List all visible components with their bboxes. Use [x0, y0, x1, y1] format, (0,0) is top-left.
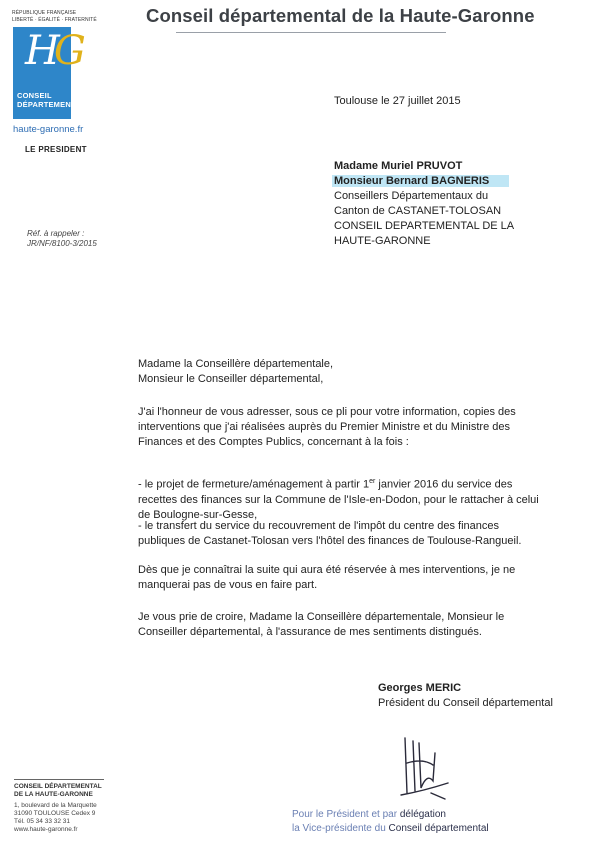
handwritten-signature: [393, 733, 453, 803]
delegation-line-1b: délégation: [399, 809, 446, 820]
salutation: [138, 357, 578, 387]
list-item-2-line-2: publiques de Castanet-Tolosan vers l'hôtel des finances de Toulouse-Rangueil.: [138, 535, 522, 547]
reference-block: [27, 229, 97, 249]
footer-address-line-2: 31090 TOULOUSE Cedex 9: [14, 810, 96, 817]
recipient-name-2: Monsieur Bernard BAGNERIS: [332, 175, 509, 187]
recipient-name-1: Madame Muriel PRUVOT: [334, 160, 463, 172]
letter-date: Toulouse le 27 juillet 2015: [334, 95, 461, 107]
list-item-1-sup: er: [369, 478, 376, 485]
footer-org-line-2: DE LA HAUTE-GARONNE: [14, 791, 93, 798]
recipient-line-6: HAUTE-GARONNE: [334, 235, 431, 247]
footer-rule: [14, 779, 104, 780]
delegation-line-2a: la Vice-présidente du: [292, 823, 389, 834]
recipient-line-4: Canton de CASTANET-TOLOSAN: [334, 205, 502, 217]
paragraph-3-line-2: Conseiller départemental, à l'assurance de mes sentiments distingués.: [138, 626, 482, 638]
salutation-line-2: Monsieur le Conseiller départemental,: [138, 373, 324, 385]
logo-h: H: [25, 28, 60, 74]
list-item-1: [138, 474, 578, 523]
reference-code: JR/NF/8100-3/2015: [27, 239, 97, 248]
logo-text: [17, 91, 86, 109]
delegation-line-1a: Pour le Président et par: [292, 809, 400, 820]
footer-address: [14, 802, 97, 834]
delegation-line-2b: Conseil départemental: [388, 823, 489, 834]
paragraph-2: [138, 563, 578, 593]
logo-g: G: [53, 28, 86, 74]
footer-website[interactable]: www.haute-garonne.fr: [14, 826, 78, 833]
president-label: LE PRESIDENT: [25, 145, 87, 154]
list-item-1-line-2: recettes des finances sur la Commune de l'Isle-en-Dodon, pour le rattacher à celui: [138, 493, 539, 506]
paragraph-1-line-2: interventions que j'ai réalisées auprès du Premier Ministre et du Ministre des: [138, 421, 510, 433]
website-link[interactable]: haute-garonne.fr: [13, 124, 84, 135]
logo-text-2: DÉPARTEMENTAL: [17, 100, 86, 109]
paragraph-2-line-2: manquerai pas de vous en faire part.: [138, 579, 318, 591]
footer-org: [14, 783, 102, 799]
logo-text-1: CONSEIL: [17, 91, 52, 100]
footer-org-line-1: CONSEIL DÉPARTEMENTAL: [14, 783, 102, 790]
signatory-role: Président du Conseil départemental: [378, 697, 553, 709]
paragraph-1: [138, 405, 578, 450]
republic-line-1: RÉPUBLIQUE FRANÇAISE: [12, 10, 77, 16]
list-item-1-line-3: de Boulogne-sur-Gesse,: [138, 508, 258, 521]
reference-label: Réf. à rappeler :: [27, 229, 85, 238]
paragraph-1-line-3: Finances et des Comptes Publics, concernant à la fois :: [138, 436, 409, 448]
paragraph-3-line-1: Je vous prie de croire, Madame la Conseillère départementale, Monsieur le: [138, 611, 505, 623]
recipient-line-5: CONSEIL DEPARTEMENTAL DE LA: [334, 220, 515, 232]
republic-line-2: LIBERTÉ · ÉGALITÉ · FRATERNITÉ: [12, 17, 97, 23]
title-underline: [176, 32, 446, 33]
paragraph-1-line-1: J'ai l'honneur de vous adresser, sous ce pli pour votre information, copies des: [138, 406, 516, 418]
footer-phone: Tél. 05 34 33 32 31: [14, 818, 71, 825]
delegation-block: [292, 808, 489, 836]
list-item-1-line-1b: janvier 2016 du service des: [375, 478, 513, 491]
list-item-2: [138, 519, 578, 549]
list-item-2-line-1: - le transfert du service du recouvrement de l'impôt du centre des finances: [138, 520, 500, 532]
recipient-line-3: Conseillers Départementaux du: [334, 190, 489, 202]
salutation-line-1: Madame la Conseillère départementale,: [138, 358, 334, 370]
list-item-1-line-1a: - le projet de fermeture/aménagement à partir 1: [138, 478, 370, 491]
recipient-block: [334, 159, 514, 249]
signatory-name: Georges MERIC: [378, 682, 462, 694]
paragraph-3: [138, 610, 578, 640]
paragraph-2-line-1: Dès que je connaîtrai la suite qui aura été réservée à mes interventions, je ne: [138, 564, 516, 576]
department-logo: [13, 27, 86, 119]
logo-monogram: [25, 28, 86, 74]
organization-title: Conseil départemental de la Haute-Garonne: [146, 5, 535, 26]
footer-address-line-1: 1, boulevard de la Marquette: [14, 802, 97, 809]
